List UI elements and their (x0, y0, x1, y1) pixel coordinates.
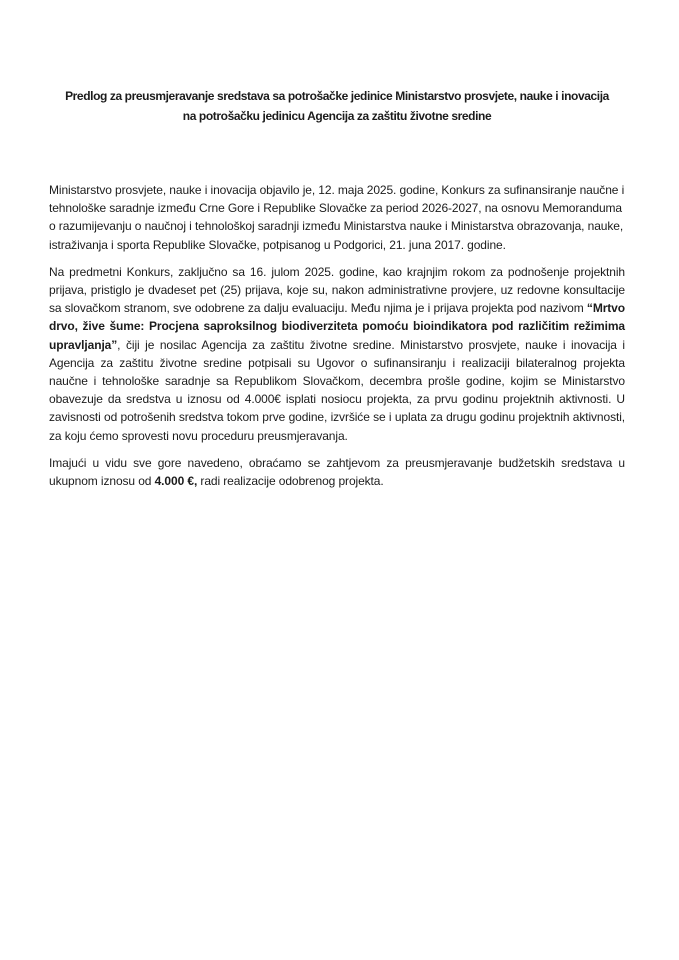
document-body (49, 181, 625, 490)
paragraph-2-text-post: , čiji je nosilac Agencija za zaštitu životne sredine. Ministarstvo prosvjete, nauke i inovacija i Agencija za zaštitu životne sredine potpisali su Ugovor o sufinansiranju i realizaciji bilateralnog projekta naučne i tehnološke saradnje sa Republikom Slovačkom, decembra prošle godine, kojim se Ministarstvo obavezuje da sredstva u iznosu od 4.000€ isplati nosiocu projekta, za prvu godinu projektnih aktivnosti. U zavisnosti od potrošenih sredstva tokom prve godine, izvršiće se i uplata za drugu godinu projektnih aktivnosti, za koju ćemo sprovesti novu proceduru preusmjeravanja. (49, 337, 625, 443)
document-title (49, 86, 625, 126)
document-title-line-1: Predlog za preusmjeravanje sredstava sa potrošačke jedinice Ministarstvo prosvjete, nauke i inovacija (65, 89, 609, 103)
paragraph-1: Ministarstvo prosvjete, nauke i inovacija objavilo je, 12. maja 2025. godine, Konkurs za sufinansiranje naučne i tehnološke saradnje između Crne Gore i Republike Slovačke za period 2026-2027, na osnovu Memoranduma o razumijevanju o naučnoj i tehnološkoj saradnji između Ministarstva nauke i Ministarstva obrazovanja, nauke, istraživanja i sporta Republike Slovačke, potpisanog u Podgorici, 21. juna 2017. godine. (49, 183, 625, 252)
paragraph-3-text-post: radi realizacije odobrenog projekta. (197, 474, 384, 489)
document-title-line-2: na potrošačku jedinicu Agencija za zaštitu životne sredine (182, 109, 492, 123)
paragraph-3-text-pre: Imajući u vidu sve gore navedeno, obraćamo se zahtjevom za preusmjeravanje budžetskih sredstava u ukupnom iznosu od (49, 455, 625, 489)
paragraph-3 (49, 454, 625, 490)
paragraph-2-project-title-bold: “Mrtvo drvo, žive šume: Procjena saproksilnog biodiverziteta pomoću bioindikatora pod različitim režimima upravljanja” (49, 301, 625, 352)
paragraph-3-amount-bold: 4.000 €, (154, 474, 198, 489)
paragraph-2-text-pre: Na predmetni Konkurs, zaključno sa 16. julom 2025. godine, kao krajnjim rokom za podnošenje projektnih prijava, pristiglo je dvadeset pet (25) prijava, koje su, nakon administrativne provjere, uz redovne konsultacije sa slovačkom stranom, sve odobrene za dalju evaluaciju. Među njima je i prijava projekta pod nazivom (49, 264, 625, 316)
paragraph-2 (49, 263, 625, 445)
